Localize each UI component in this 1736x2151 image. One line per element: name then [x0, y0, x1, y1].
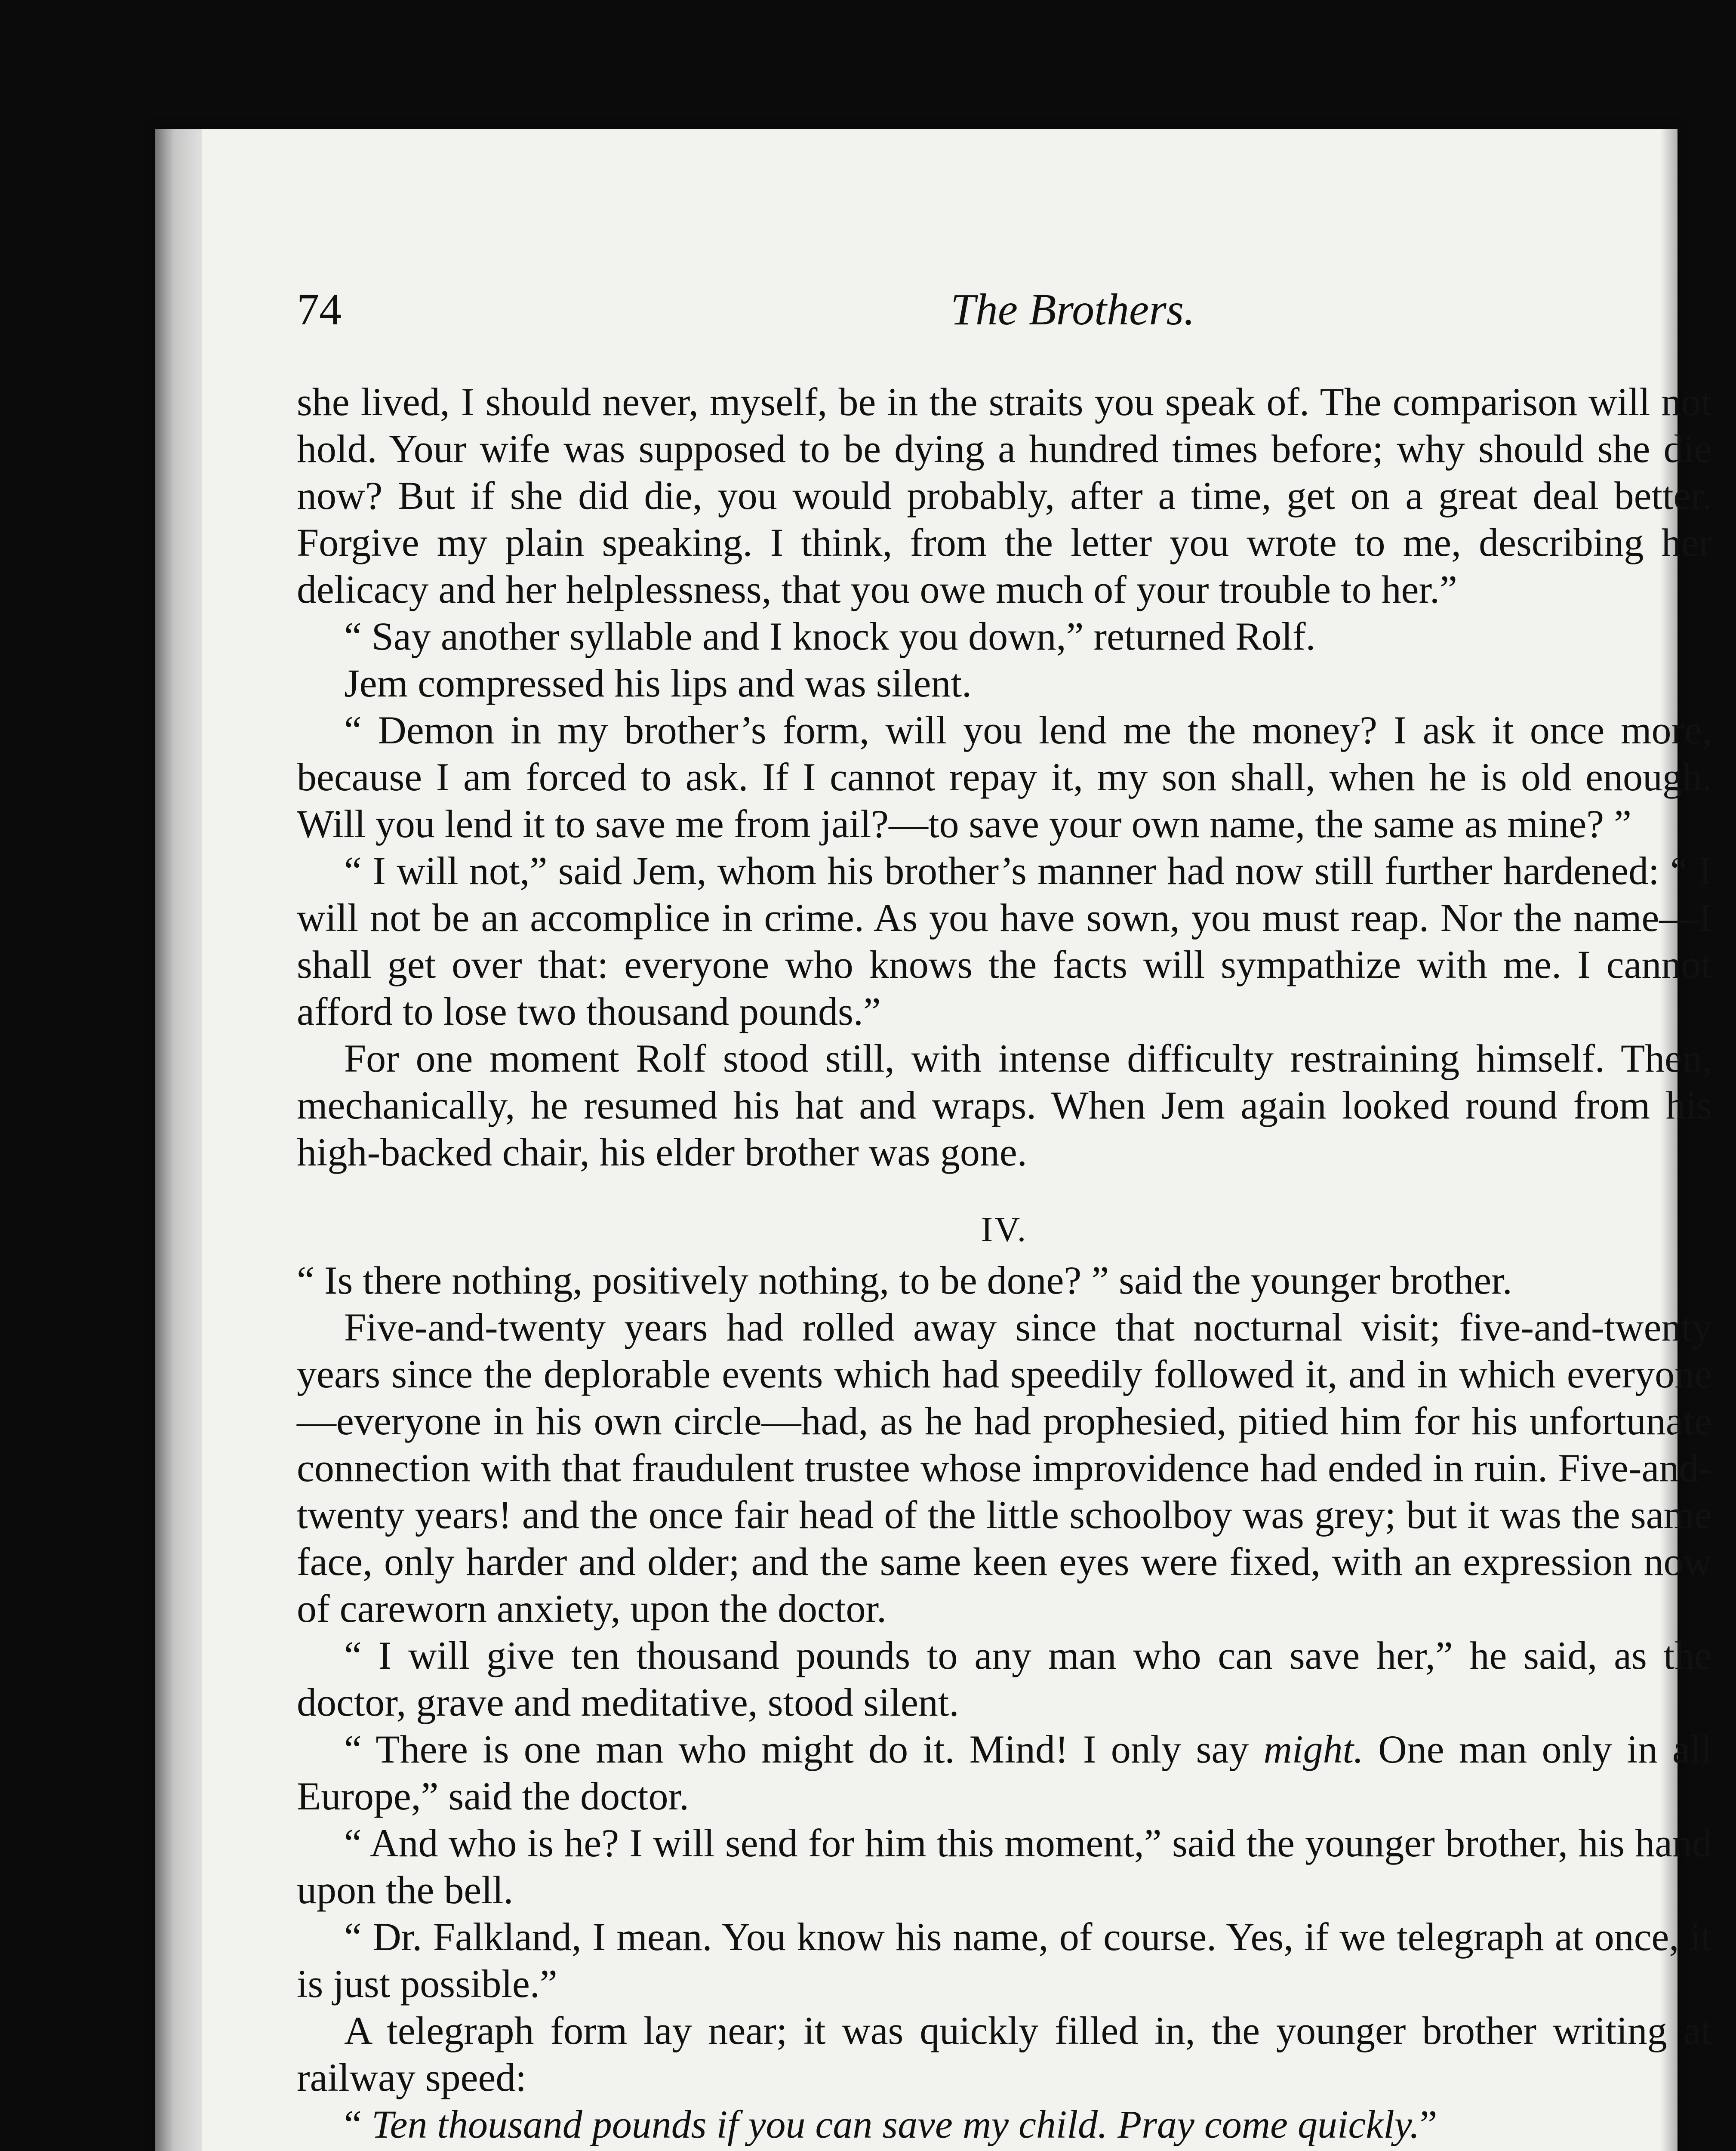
telegram-message: Ten thousand pounds if you can save my child. Pray come quickly. [371, 2102, 1420, 2146]
paragraph-10 [297, 1726, 1712, 1820]
paragraph-8: Five-and-twenty years had rolled away since that nocturnal visit; five-and-twenty years since the deplorable events which had speedily followed it, and in which everyone—everyone in his own circle—had, as he had prophesied, pitied him for his unfortunate connection with that fraudulent trustee whose improvidence had ended in ruin. Five-and-twenty years! and the once fair head of the little schoolboy was grey; but it was the same face, only harder and older; and the same keen eyes were fixed, with an expression now of careworn anxiety, upon the doctor. [297, 1305, 1712, 1630]
paragraph-6: For one moment Rolf stood still, with intense difficulty restraining himself. Then, mechanically, he resumed his hat and wraps. When Jem again looked round from his high-backed chair, his elder brother was gone. [297, 1036, 1712, 1174]
paragraph-11: “ And who is he? I will send for him this moment,” said the younger brother, his hand upon the bell. [297, 1821, 1712, 1912]
book-page [155, 129, 1712, 2151]
paragraph-13: A telegraph form lay near; it was quickly filled in, the younger brother writing at railway speed: [297, 2009, 1712, 2099]
telegram-close-quote: ” [1419, 2102, 1437, 2146]
paragraph-7: “ Is there nothing, positively nothing, to be done? ” said the younger brother. [297, 1258, 1512, 1302]
paragraph-10-text-end: One man only in all Europe,” said the doctor. [297, 1727, 1712, 1818]
paragraph-4: “ Demon in my brother’s form, will you lend me the money? I ask it once more, because I am forced to ask. If I cannot repay it, my son shall, when he is old enough. Will you lend it to save me from jail?—to save your own name, the same as mine? ” [297, 708, 1712, 846]
telegram-text [297, 2101, 1712, 2148]
page-header [297, 284, 1699, 353]
paragraph-2: “ Say another syllable and I knock you down,” returned Rolf. [344, 614, 1316, 658]
page-number: 74 [297, 285, 342, 334]
paragraph-12: “ Dr. Falkland, I mean. You know his name, of course. Yes, if we telegraph at once, it is just possible.” [297, 1915, 1712, 2006]
page-spine-shadow [155, 129, 202, 2151]
body-text [297, 379, 1712, 2148]
telegram-open-quote: “ [344, 2102, 372, 2146]
section-heading: IV. [981, 1210, 1028, 1249]
paragraph-1: she lived, I should never, myself, be in the straits you speak of. The comparison will not hold. Your wife was supposed to be dying a hundred times before; why should she die now? But if she did die, you would probably, after a time, get on a great deal better. Forgive my plain speaking. I think, from the letter you wrote to me, describing her delicacy and her helplessness, that you owe much of your trouble to her.” [297, 380, 1712, 611]
paragraph-5: “ I will not,” said Jem, whom his brother’s manner had now still further hardened: “ I will not be an accomplice in crime. As you have sown, you must reap. Nor the name—I shall get over that: everyone who knows the facts will sympathize with me. I cannot afford to lose two thousand pounds.” [297, 849, 1712, 1033]
paragraph-9: “ I will give ten thousand pounds to any man who can save her,” he said, as the doctor, grave and meditative, stood silent. [297, 1633, 1712, 1724]
paragraph-10-text: “ There is one man who might do it. Mind! I only say [344, 1727, 1264, 1771]
emphasis-might: might. [1263, 1727, 1364, 1771]
paragraph-3: Jem compressed his lips and was silent. [344, 661, 972, 705]
running-title: The Brothers. [951, 285, 1195, 334]
